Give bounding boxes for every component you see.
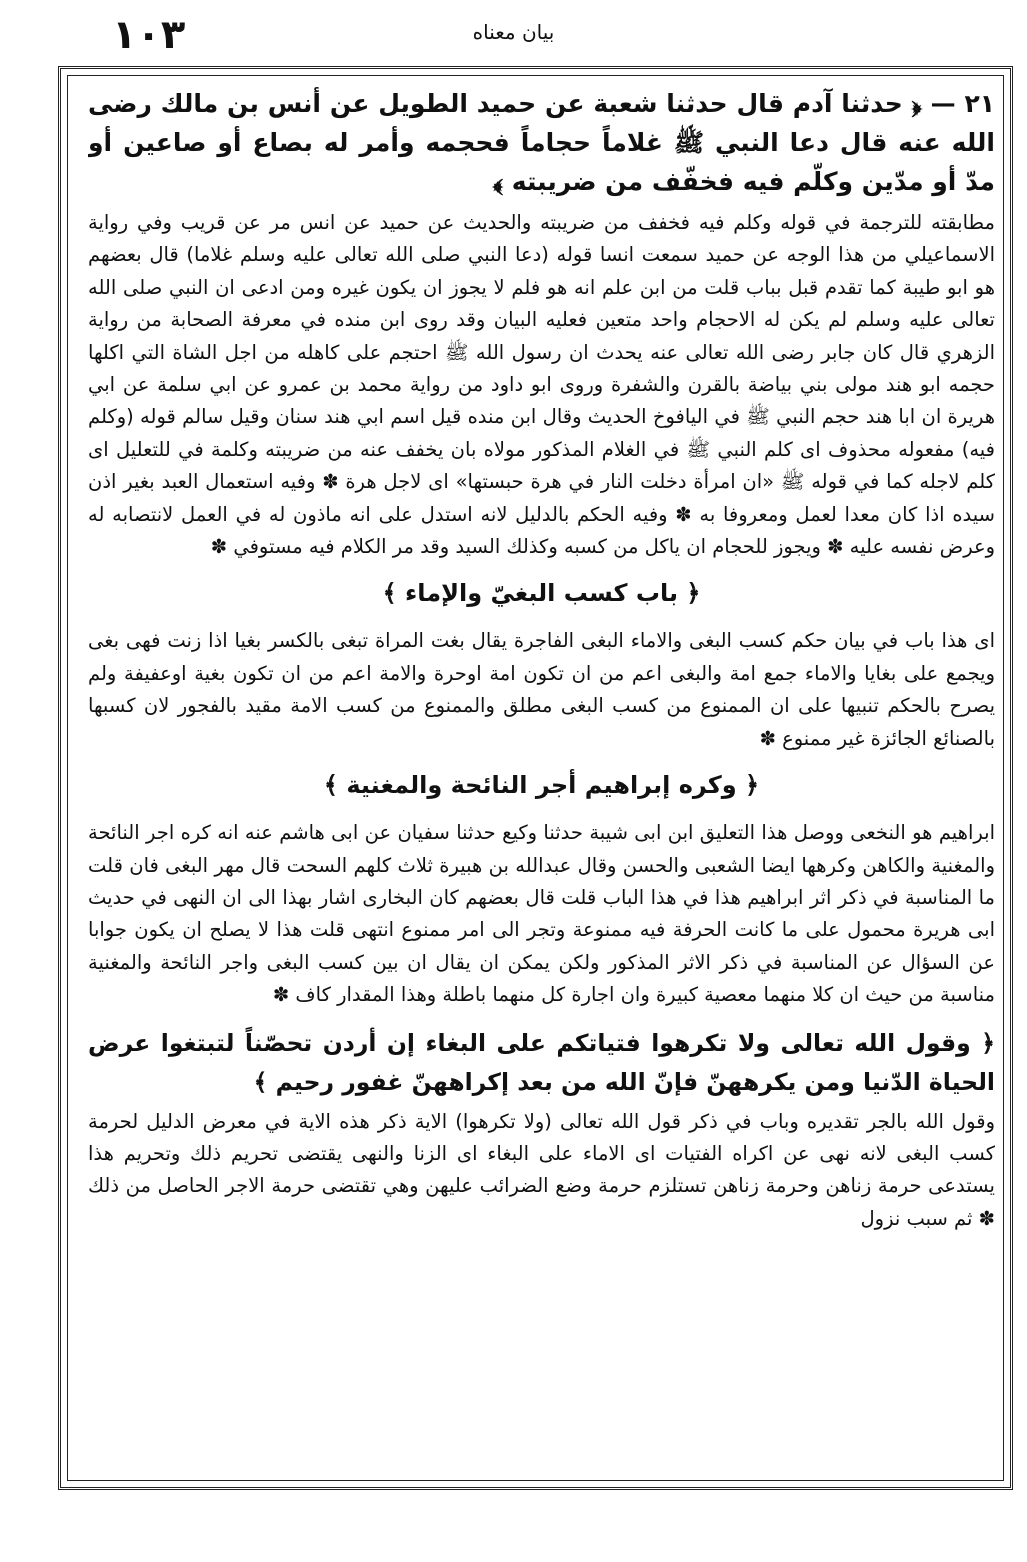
running-title: بيان معناه <box>472 20 555 44</box>
chapter-heading: ﴿ باب كسب البغيّ والإماء ﴾ <box>382 579 701 608</box>
page-body <box>88 84 995 1484</box>
commentary-paragraph: اى هذا باب في بيان حكم كسب البغى والاماء البغى الفاجرة يقال بغت المراة تبغى بالكسر بغيا اذا زنت فهى بغى ويجمع على بغايا والاماء جمع امة والبغى اعم من ان تكون امة اوحرة والامة اعم من ان تكون بغية اوعفيفة ولم يصرح بالحكم تنبيها على ان الممنوع من كسب البغى مطلق والممنوع من كسب الامة مقيد بالفجور لان كسبها بالصنائع الجائزة غير ممنوع ✽ <box>88 629 995 750</box>
commentary-paragraph: وقول الله بالجر تقديره وباب في ذكر قول الله تعالى (ولا تكرهوا) الاية ذكر هذه الاية في معرض الدليل لحرمة كسب البغى لانه نهى عن اكراه الفتيات اى الاماء على البغاء اى الزنا والنهى يقتضى تحريم ذلك وتحريم هذا يستدعى حرمة زناهن وحرمة زناهن تستلزم حرمة وضع الضرائب عليهن وهي تقتضى حرمة الاجر الحاصل من ذلك ✽ ثم سبب نزول <box>88 1109 995 1230</box>
commentary-paragraph: ابراهيم هو النخعى ووصل هذا التعليق ابن ابى شيبة حدثنا وكيع حدثنا سفيان عن ابى هاشم عنه انه كره اجر النائحة والمغنية والكاهن وكرهها ايضا الشعبى والحسن وقال عبدالله بن هبيرة ثلاث كلهم السحت قال مهر البغى فان قلت ما المناسبة في ذكر اثر ابراهيم هذا في هذا الباب قلت قال بعضهم كان البخارى اشار بهذا الى ان النهى في حديث ابى هريرة محمول على ما كانت الحرفة فيه ممنوعة وتجر الى امر ممنوع انتهى قلت هذا لا يصلح ان يكون جوابا عن السؤال عن المناسبة في ذكر الاثر المذكور ولكن يمكن ان يقال ان بين كسب البغى واجر النائحة والمغنية مناسبة من حيث ان كلا منهما معصية كبيرة وان اجارة كل منهما باطلة وهذا المقدار كاف ✽ <box>88 821 995 1007</box>
page-header <box>60 10 967 60</box>
chapter-heading: ﴿ وكره إبراهيم أجر النائحة والمغنية ﴾ <box>323 771 760 800</box>
quran-verse: ﴿ وقول الله تعالى ولا تكرهوا فتياتكم على البغاء إن أردن تحصّناً لتبتغوا عرض الحياة الدّنيا ومن يكرههنّ فإنّ الله من بعد إكراههنّ غفور رحيم ﴾ <box>88 1028 995 1096</box>
commentary-paragraph: مطابقته للترجمة في قوله وكلم فيه فخفف من ضريبته والحديث عن حميد عن انس مر عن قريب وفي رواية الاسماعيلي من هذا الوجه عن حميد سمعت انسا قوله (دعا النبي صلى الله تعالى عليه وسلم غلاما) قال بعضهم هو ابو طيبة كما تقدم قبل بباب قلت من ابن علم انه هو فلم لا يجوز ان يكون غيره ومن ادعى ان النبي صلى الله تعالى عليه وسلم لم يكن له الاحجام واحد متعين فعليه البيان وقد روى ابن منده في معرفة الصحابة من رواية الزهري قال كان جابر رضى الله تعالى عنه يحدث ان رسول الله ﷺ احتجم على كاهله من اجل الشاة التي اكلها حجمه ابو هند مولى بني بياضة بالقرن والشفرة وروى ابو داود من رواية محمد بن عمرو عن ابي سلمة عن ابي هريرة ان ابا هند حجم النبي ﷺ في اليافوخ الحديث وقال ابن منده قيل اسم ابي هند سنان وقيل سالم قوله (وكلم فيه) مفعوله محذوف اى كلم النبي ﷺ في الغلام المذكور مولاه بان يخفف عنه من ضريبته وكلمة في للتعليل اى كلم لاجله كما في قوله ﷺ «ان امرأة دخلت النار في هرة حبستها» اى لاجل هرة ✽ وفيه استعمال العبد بغير اذن سيده اذا كان معدا لعمل ومعروفا به ✽ وفيه الحكم بالدليل لانه استدل على انه ماذون له في العمل لانتصابه له وعرض نفسه عليه ✽ ويجوز للحجام ان ياكل من كسبه وكذلك السيد وقد مر الكلام فيه مستوفي ✽ <box>88 211 995 559</box>
page-number: ١٠٣ <box>112 12 186 58</box>
hadith-text: ٢١ — ﴿ حدثنا آدم قال حدثنا شعبة عن حميد الطويل عن أنس بن مالك رضى الله عنه قال دعا النبي ﷺ غلاماً حجاماً فحجمه وأمر له بصاع أو صاعين أو مدّ أو مدّين وكلّم فيه فخفّف من ضريبته ﴾ <box>88 89 995 196</box>
